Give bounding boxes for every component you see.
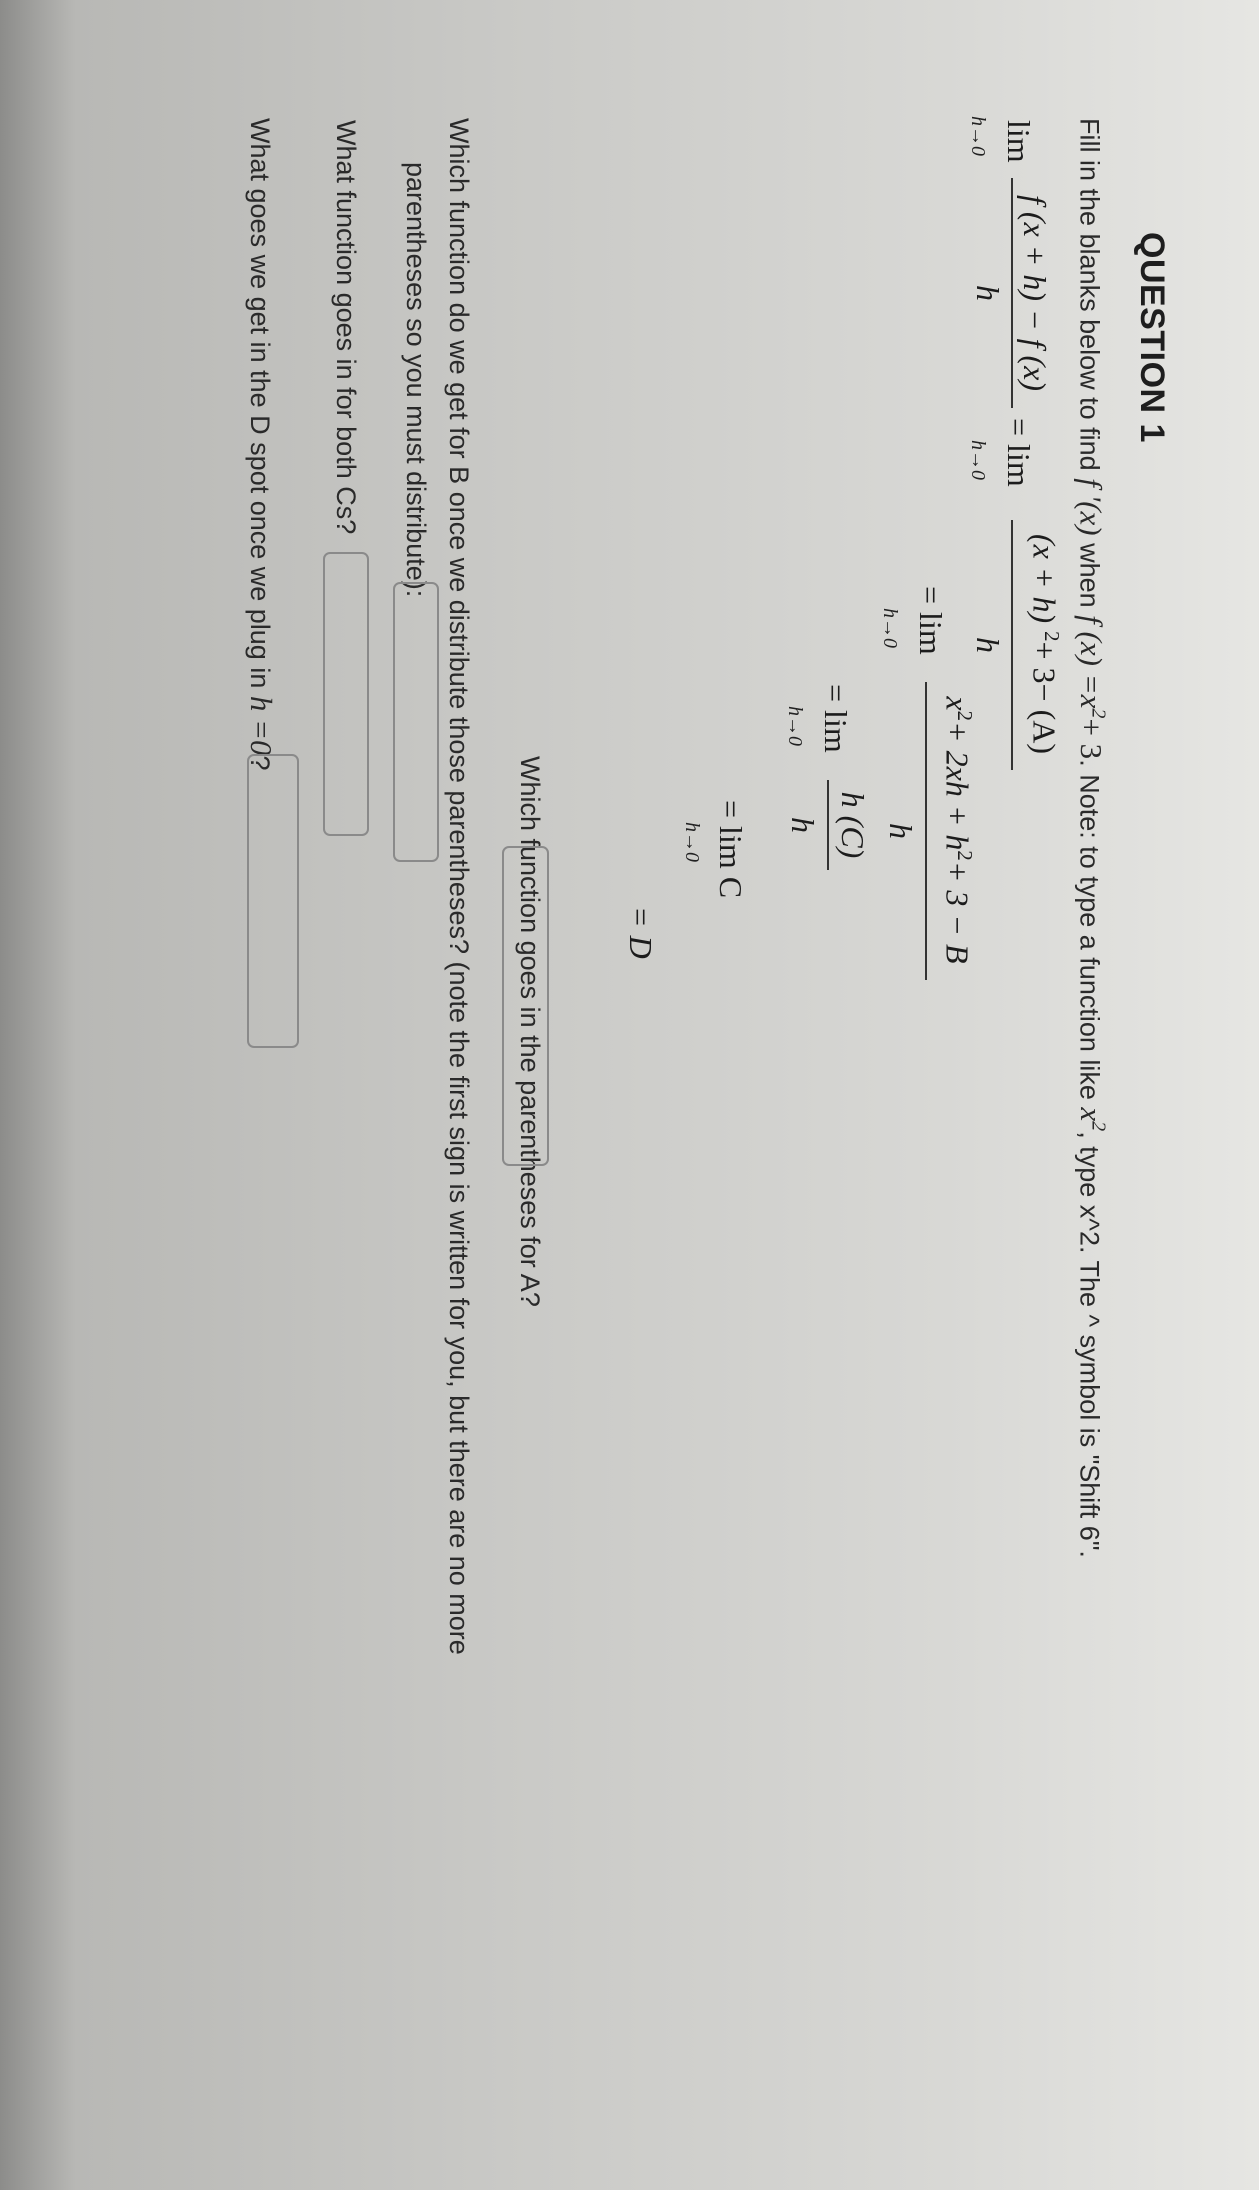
answer-c-input[interactable] bbox=[323, 552, 369, 836]
line5-equals-d: = D bbox=[623, 906, 659, 959]
line1-num2-base: (x + h) bbox=[1026, 533, 1063, 632]
line3-fraction-bar bbox=[827, 780, 829, 870]
x-squared-example bbox=[1074, 1107, 1109, 1131]
line1-numerator-2 bbox=[1025, 520, 1063, 768]
line3-numerator: h (C) bbox=[835, 791, 871, 859]
line2-num-c: + 3 − B bbox=[939, 860, 976, 964]
line2-num-b: + 2xh + h bbox=[939, 721, 976, 851]
line2-fraction-bar bbox=[925, 682, 927, 980]
answer-a-input[interactable] bbox=[502, 846, 549, 1166]
line2-denominator: h bbox=[883, 823, 919, 839]
line2-num-a: x bbox=[939, 696, 976, 711]
line1-denominator-2: h bbox=[970, 637, 1006, 653]
line2-num-exp2: 2 bbox=[953, 850, 976, 861]
fx-base: f (x) =x bbox=[1073, 615, 1109, 709]
answer-d-input[interactable] bbox=[247, 754, 299, 1048]
line3-denominator: h bbox=[785, 817, 821, 833]
question-b-text-line2: parentheses so you must distribute): bbox=[401, 162, 431, 598]
line1-fraction-bar bbox=[1011, 178, 1013, 408]
question-d-math: h =0 bbox=[244, 695, 279, 756]
instructions-part1: Fill in the blanks below to find bbox=[1074, 118, 1105, 479]
question-d-part1: What goes we get in the D spot once we plug in bbox=[245, 118, 275, 696]
lim-5-subscript: h→0 bbox=[681, 822, 703, 862]
line1-denominator: h bbox=[970, 285, 1006, 301]
line2-equals-lim: = lim bbox=[913, 586, 949, 655]
question-title: QUESTION 1 bbox=[1133, 232, 1171, 443]
question-b-text-line1: Which function do we get for B once we distribute those parentheses? (note the first sign is written for you, but there are no more bbox=[444, 118, 474, 1655]
line1-fraction-bar-2 bbox=[1011, 520, 1013, 770]
lim-1-subscript: h→0 bbox=[967, 116, 989, 156]
fx-tail: + 3 bbox=[1073, 718, 1109, 760]
instructions-part2: when bbox=[1074, 535, 1105, 616]
line1-numerator: f (x + h) − f (x) bbox=[1017, 195, 1053, 391]
question-a-text: Which function goes in the parentheses for A? bbox=[515, 756, 545, 1307]
line1-equals-lim: = lim bbox=[1001, 418, 1037, 487]
line1-num2-tail: + 3− (A) bbox=[1026, 641, 1063, 755]
instructions-part3: . Note: to type a function like bbox=[1074, 759, 1105, 1108]
answer-b-input[interactable] bbox=[393, 582, 439, 862]
x2-exponent: 2 bbox=[1087, 1121, 1109, 1132]
line4-equals-lim-c: = lim C bbox=[713, 800, 749, 899]
instructions-part4: , type x^2. The ^ symbol is "Shift 6". bbox=[1074, 1131, 1105, 1558]
question-d-text bbox=[243, 118, 279, 771]
fprime-expression: f '(x) bbox=[1073, 478, 1109, 536]
line1-num2-exponent: 2 bbox=[1040, 631, 1063, 642]
line3-equals-lim: = lim bbox=[818, 684, 854, 753]
fx-exponent: 2 bbox=[1087, 708, 1109, 719]
line2-numerator bbox=[938, 680, 976, 980]
lim-2-subscript: h→0 bbox=[967, 440, 989, 480]
lim-1: lim bbox=[1001, 120, 1037, 163]
question-d-part2: ? bbox=[245, 755, 275, 771]
lim-4-subscript: h→0 bbox=[784, 706, 806, 746]
instructions bbox=[1073, 118, 1109, 1558]
fx-expression bbox=[1074, 615, 1109, 759]
x2-base: x bbox=[1073, 1107, 1109, 1122]
line2-num-exp1: 2 bbox=[953, 710, 976, 722]
lim-3-subscript: h→0 bbox=[879, 608, 901, 648]
question-c-text: What function goes in for both Cs? bbox=[331, 120, 361, 535]
